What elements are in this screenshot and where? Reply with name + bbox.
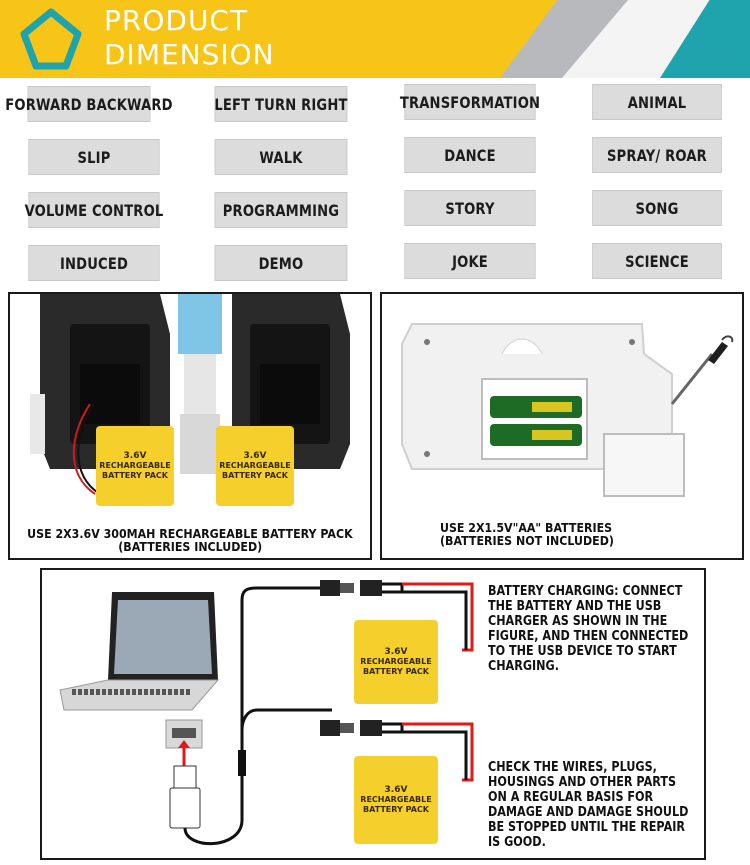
feature-pill: SCIENCE — [592, 243, 722, 279]
feature-pill: PROGRAMMING — [215, 192, 348, 228]
feature-pill: VOLUME CONTROL — [28, 192, 159, 228]
battery-voltage: 3.6V — [384, 647, 408, 657]
battery-label: RECHARGEABLE — [99, 461, 171, 470]
warning-line: CHECK THE WIRES, PLUGS, — [488, 760, 657, 775]
feature-pill: WALK — [215, 139, 348, 175]
feature-pill: STORY — [404, 190, 535, 226]
instruction-line: CHARGER AS SHOWN IN THE — [488, 614, 668, 629]
instruction-line: BATTERY CHARGING: CONNECT — [488, 584, 683, 599]
feature-pill: LEFT TURN RIGHT — [215, 86, 348, 122]
caption-line-1: USE 2X3.6V 300MAH RECHARGEABLE BATTERY PACK — [27, 527, 353, 541]
warning-line: ON A REGULAR BASIS FOR — [488, 790, 654, 805]
battery-voltage: 3.6V — [243, 451, 267, 461]
caption-line-2: (BATTERIES NOT INCLUDED) — [440, 534, 614, 548]
house-logo-icon — [16, 4, 86, 74]
battery-label: RECHARGEABLE — [219, 461, 291, 470]
page-title — [104, 4, 275, 72]
right-box-caption — [382, 522, 742, 548]
instruction-line: TO THE USB DEVICE TO START — [488, 644, 677, 659]
battery-label: RECHARGEABLE — [360, 795, 432, 804]
feature-pill: SONG — [592, 190, 722, 226]
instruction-line: THE BATTERY AND THE USB — [488, 599, 662, 614]
caption-line-1: USE 2X1.5V"AA" BATTERIES — [440, 521, 613, 535]
feature-pill: SLIP — [28, 139, 159, 175]
charging-battery-bottom — [354, 756, 438, 844]
feature-pill: DANCE — [404, 137, 535, 173]
feature-pill: JOKE — [404, 243, 535, 279]
battery-voltage: 3.6V — [384, 785, 408, 795]
warning-line: IS GOOD. — [488, 835, 546, 850]
battery-voltage: 3.6V — [123, 451, 147, 461]
feature-pill: INDUCED — [28, 245, 159, 281]
maintenance-warning — [488, 760, 706, 850]
feature-pill: ANIMAL — [592, 84, 722, 120]
warning-line: HOUSINGS AND OTHER PARTS — [488, 775, 677, 790]
battery-label: BATTERY PACK — [363, 805, 429, 814]
feature-pill: SPRAY/ ROAR — [592, 137, 722, 173]
warning-line: DAMAGE AND DAMAGE SHOULD — [488, 805, 689, 820]
title-line-2: DIMENSION — [104, 38, 275, 71]
battery-label: BATTERY PACK — [102, 471, 168, 480]
feature-grid — [0, 84, 750, 284]
header-banner — [0, 0, 750, 78]
instruction-line: FIGURE, AND THEN CONNECTED — [488, 629, 689, 644]
left-box-caption — [10, 528, 370, 554]
battery-label: BATTERY PACK — [222, 471, 288, 480]
feature-pill: TRANSFORMATION — [404, 84, 535, 120]
warning-line: BE STOPPED UNTIL THE REPAIR — [488, 820, 686, 835]
remote-battery-illustration — [382, 294, 742, 514]
charging-diagram-box — [40, 568, 706, 860]
charging-battery-top — [354, 620, 438, 704]
remote-battery-box — [380, 292, 744, 560]
battery-label: BATTERY PACK — [363, 667, 429, 676]
instruction-line: CHARGING. — [488, 659, 559, 674]
caption-line-2: (BATTERIES INCLUDED) — [118, 540, 262, 554]
charging-instructions — [488, 584, 706, 674]
title-line-1: PRODUCT — [104, 4, 249, 37]
robot-battery-illustration — [10, 294, 370, 514]
battery-label: RECHARGEABLE — [360, 657, 432, 666]
battery-pack-left — [96, 426, 174, 506]
feature-pill: FORWARD BACKWARD — [28, 86, 151, 122]
battery-pack-right — [216, 426, 294, 506]
robot-battery-box — [8, 292, 372, 560]
feature-pill: DEMO — [215, 245, 348, 281]
